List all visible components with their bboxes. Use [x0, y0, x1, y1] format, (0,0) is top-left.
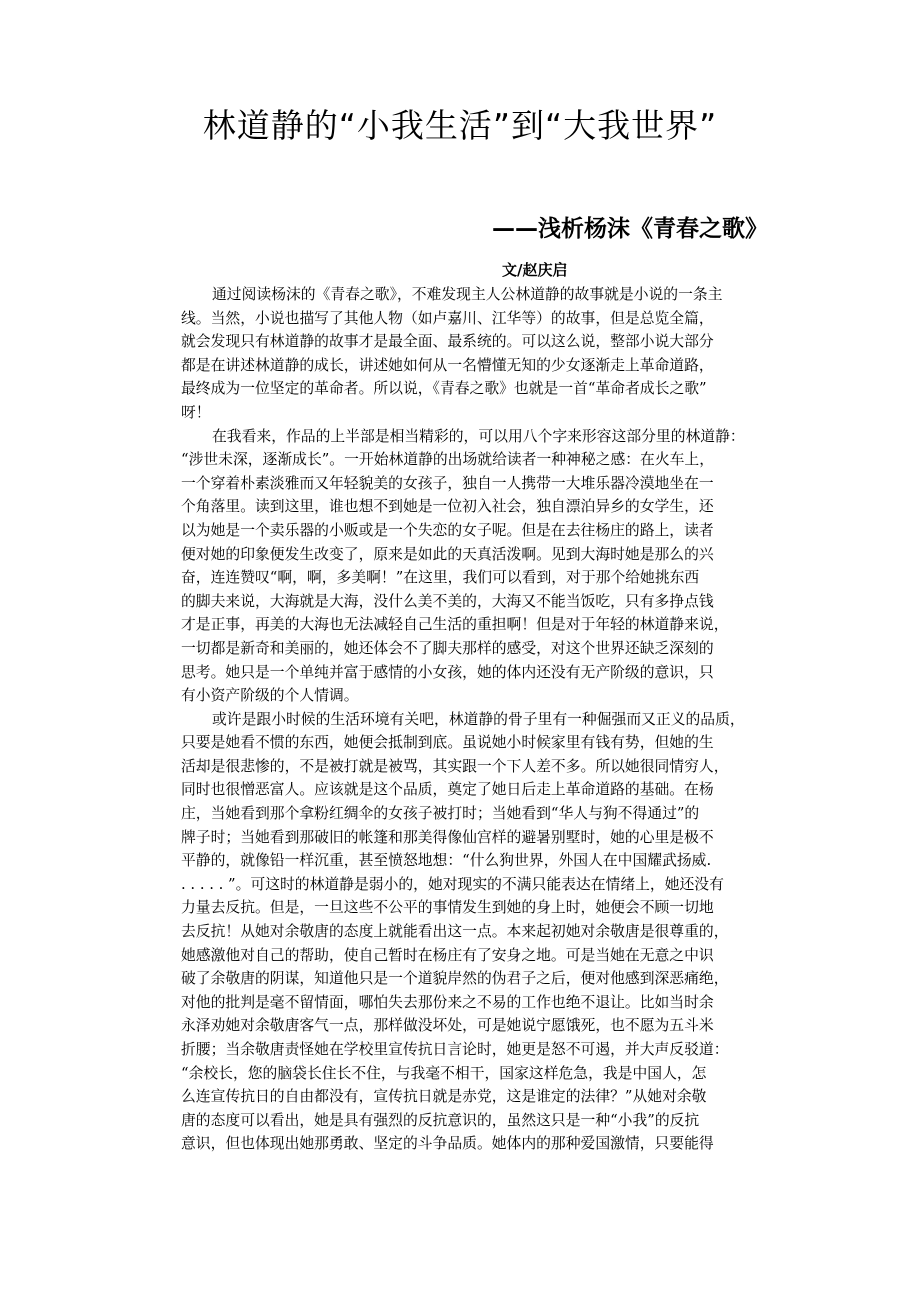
paragraph-line: “涉世未深，逐渐成长”。一开始林道静的出场就给读者一种神秘之感：在火车上，	[181, 451, 715, 469]
paragraph-line: 呀！	[181, 403, 211, 421]
document-title: 林道静的“小我生活”到“大我世界”	[202, 106, 718, 145]
paragraph-line: “余校长，您的脑袋长住长不住，与我毫不相干，国家这样危急，我是中国人，怎	[181, 1064, 707, 1082]
paragraph-line: 力量去反抗。但是，一旦这些不公平的事情发生到她的身上时，她便会不顾一切地	[181, 899, 714, 917]
paragraph-line: 以为她是一个卖乐器的小贩或是一个失恋的女子呢。但是在去往杨庄的路上，读者	[181, 521, 714, 539]
paragraph-line: 在我看来，作品的上半部是相当精彩的，可以用八个字来形容这部分里的林道静：	[212, 427, 745, 445]
paragraph-line: 庄，当她看到那个拿粉红绸伞的女孩子被打时；当她看到“华人与狗不得通过”的	[181, 805, 700, 823]
paragraph-line: . . . . . ”。可这时的林道静是弱小的，她对现实的不满只能表达在情绪上，她还没有	[181, 875, 724, 893]
paragraph-line: 破了余敬唐的阴谋，知道他只是一个道貌岸然的伪君子之后，便对他感到深恶痛绝，	[181, 970, 729, 988]
paragraph-line: 只要是她看不惯的东西，她便会抵制到底。虽说她小时候家里有钱有势，但她的生	[181, 734, 714, 752]
paragraph-line: 永泽劝她对余敬唐客气一点，那样做没坏处，可是她说宁愿饿死，也不愿为五斗米	[181, 1017, 714, 1035]
paragraph-line: 对他的批判是毫不留情面，哪怕失去那份来之不易的工作也绝不退让。比如当时余	[181, 993, 714, 1011]
paragraph-line: 活却是很悲惨的，不是被打就是被骂，其实跟一个下人差不多。所以她很同情穷人，	[181, 757, 729, 775]
article-body	[181, 283, 781, 1156]
paragraph-line: 或许是跟小时候的生活环境有关吧，林道静的骨子里有一种倔强而又正义的品质，	[212, 710, 745, 728]
paragraph-line: 通过阅读杨沫的《青春之歌》，不难发现主人公林道静的故事就是小说的一条主	[212, 286, 723, 303]
paragraph-line: 便对她的印象便发生改变了，原来是如此的天真活泼啊。见到大海时她是那么的兴	[181, 545, 714, 563]
paragraph-line: 最终成为一位坚定的革命者。所以说，《青春之歌》也就是一首“革命者成长之歌”	[181, 380, 707, 398]
author-line: 文/赵庆启	[502, 261, 568, 279]
paragraph-line: 意识，但也体现出她那勇敢、坚定的斗争品质。她体内的那种爱国激情，只要能得	[181, 1135, 714, 1153]
paragraph-line: 一切都是新奇和美丽的，她还体会不了脚夫那样的感受，对这个世界还缺乏深刻的	[181, 639, 714, 657]
paragraph-line: 才是正事，再美的大海也无法减轻自己生活的重担啊！但是对于年轻的林道静来说，	[181, 616, 729, 634]
paragraph-line: 一个穿着朴素淡雅而又年轻貌美的女孩子，独自一人携带一大堆乐器冷漠地坐在一	[181, 474, 714, 492]
paragraph-line: 个角落里。读到这里，谁也想不到她是一位初入社会，独自漂泊异乡的女学生，还	[181, 498, 714, 516]
document-subtitle: ——浅析杨沫《青春之歌》	[492, 216, 768, 242]
paragraph-line: 唐的态度可以看出，她是具有强烈的反抗意识的，虽然这只是一种“小我”的反抗	[181, 1111, 700, 1129]
paragraph-line: 牌子时；当她看到那破旧的帐篷和那美得像仙宫样的避暑别墅时，她的心里是极不	[181, 828, 714, 846]
paragraph-2	[181, 425, 781, 708]
paragraph-line: 去反抗！从她对余敬唐的态度上就能看出这一点。本来起初她对余敬唐是很尊重的，	[181, 923, 729, 941]
paragraph-line: 折腰；当余敬唐责怪她在学校里宣传抗日言论时，她更是怒不可遏，并大声反驳道：	[181, 1041, 729, 1058]
paragraph-line: 么连宣传抗日的自由都没有，宣传抗日就是赤党，这是谁定的法律？”从她对余敬	[181, 1088, 707, 1106]
paragraph-line: 的脚夫来说，大海就是大海，没什么美不美的，大海又不能当饭吃，只有多挣点钱	[181, 592, 714, 610]
paragraph-line: 奋，连连赞叹“啊，啊，多美啊！”在这里，我们可以看到，对于那个给她挑东西	[181, 569, 700, 587]
paragraph-line: 都是在讲述林道静的成长，讲述她如何从一名懵懂无知的少女逐渐走上革命道路，	[181, 356, 714, 374]
paragraph-3	[181, 708, 781, 1156]
paragraph-line: 同时也很憎恶富人。应该就是这个品质，奠定了她日后走上革命道路的基础。在杨	[181, 781, 714, 799]
paragraph-1	[181, 283, 781, 425]
paragraph-line: 她感激他对自己的帮助，使自己暂时在杨庄有了安身之地。可是当她在无意之中识	[181, 946, 714, 964]
paragraph-line: 线。当然，小说也描写了其他人物（如卢嘉川、江华等）的故事，但是总览全篇，	[181, 309, 714, 327]
paragraph-line: 有小资产阶级的个人情调。	[181, 687, 359, 705]
paragraph-line: 就会发现只有林道静的故事才是最全面、最系统的。可以这么说，整部小说大部分	[181, 333, 714, 351]
paragraph-line: 平静的，就像铅一样沉重，甚至愤怒地想：“什么狗世界，外国人在中国耀武扬威.	[181, 852, 712, 870]
paragraph-line: 思考。她只是一个单纯并富于感情的小女孩，她的体内还没有无产阶级的意识，只	[181, 663, 714, 681]
